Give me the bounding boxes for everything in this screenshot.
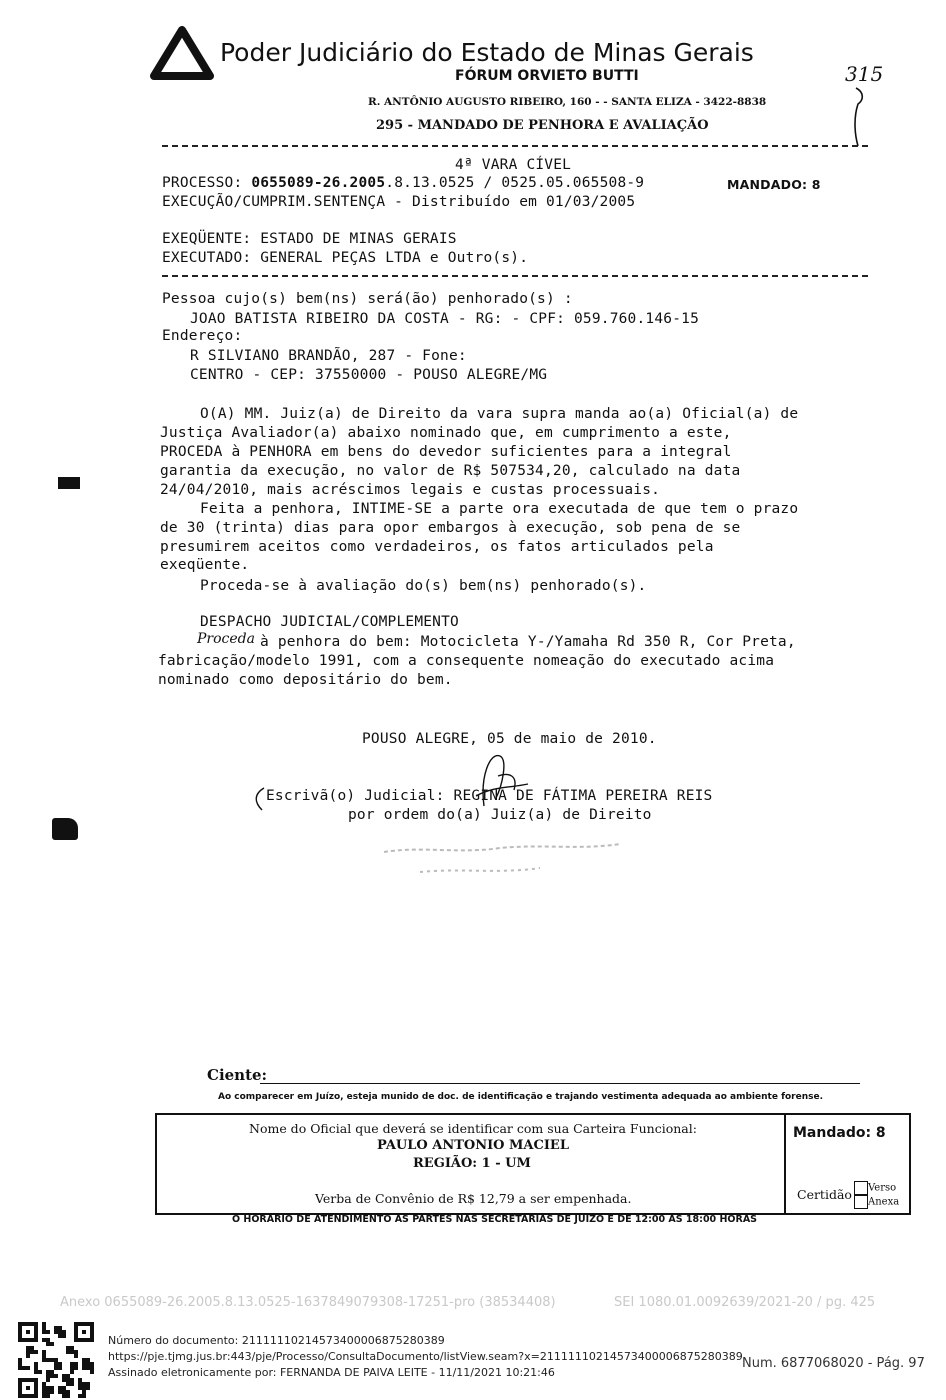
horario-notice: O HORÁRIO DE ATENDIMENTO ÀS PARTES NAS SECRETARIAS DE JUÍZO É DE 12:00 ÀS 18:00 HORAS [232,1214,758,1225]
mandado-label: MANDADO: 8 [727,177,821,192]
box-mandado: Mandado: 8 [793,1125,886,1141]
despacho-line: à penhora do bem: Motocicleta Y-/Yamaha Rd 350 R, Cor Preta, [260,634,796,650]
processo-label: PROCESSO: [162,175,243,191]
handwritten-page-number: 315 [845,62,884,86]
despacho-handwritten: Proceda [197,631,255,647]
qr-code-icon [18,1322,94,1398]
escriva-line: Escrivã(o) Judicial: REGINA DE FÁTIMA PEREIRA REIS [266,788,713,804]
signed-by: Assinado eletronicamente por: FERNANDA DE PAIVA LEITE - 11/11/2021 10:21:46 [108,1366,555,1379]
processo-rest: .8.13.0525 / 0525.05.065508-9 [385,175,645,191]
handwritten-mark-icon [850,86,870,150]
verba-convenio: Verba de Convênio de R$ 12,79 a ser empenhada. [315,1191,632,1206]
officer-intro: Nome do Oficial que deverá se identificar com sua Carteira Funcional: [249,1121,697,1136]
exequente-line: EXEQÜENTE: ESTADO DE MINAS GERAIS [162,231,457,247]
despacho-line: fabricação/modelo 1991, com a consequente nomeação do executado acima [158,653,775,669]
executado-line: EXECUTADO: GENERAL PEÇAS LTDA e Outro(s). [162,250,529,266]
anexa-checkbox[interactable] [854,1195,868,1209]
anexa-option[interactable] [854,1195,899,1209]
anexo-footer: Anexo 0655089-26.2005.8.13.0525-1637849079308-17251-pro (38534408) [60,1295,556,1310]
verso-label: Verso [868,1182,897,1194]
address-label: Endereço: [162,328,243,344]
verso-checkbox[interactable] [854,1181,868,1195]
address-line-1: R SILVIANO BRANDÃO, 287 - Fone: [190,348,467,364]
ciente-signature-line [260,1083,860,1084]
body-line: 24/04/2010, mais acréscimos legais e custas processuais. [160,482,661,498]
body-line: garantia da execução, no valor de R$ 507534,20, calculado na data [160,463,741,479]
body-line: exeqüente. [160,557,250,573]
despacho-line: nominado como depositário do bem. [158,672,453,688]
despacho-title: DESPACHO JUDICIAL/COMPLEMENTO [200,614,459,630]
ciente-notice: Ao comparecer em Juízo, esteja munido de doc. de identificação e trajando vestimenta adequada ao ambiente forense. [218,1092,823,1102]
body-line: de 30 (trinta) dias para opor embargos à execução, sob pena de se [160,520,741,536]
body-line: Justiça Avaliador(a) abaixo nominado que, em cumprimento a este, [160,425,732,441]
processo-line [162,175,644,191]
judiciary-logo-icon [150,26,214,82]
body-line: O(A) MM. Juiz(a) de Direito da vara supra manda ao(a) Oficial(a) de [200,406,799,422]
place-date: POUSO ALEGRE, 05 de maio de 2010. [362,731,657,747]
faded-stamp-icon [380,832,630,882]
margin-mark-icon [52,818,78,840]
avaliacao-line: Proceda-se à avaliação do(s) bem(ns) penhorado(s). [200,578,647,594]
doc-url[interactable]: https://pje.tjmg.jus.br:443/pje/Processo/ConsultaDocumento/listView.seam?x=21111110214573400006875280389 [108,1350,743,1363]
por-ordem-line: por ordem do(a) Juiz(a) de Direito [348,807,652,823]
body-line: PROCEDA à PENHORA em bens do devedor suficientes para a integral [160,444,732,460]
officer-name: PAULO ANTONIO MACIEL [377,1138,569,1153]
margin-mark-icon [58,477,80,489]
vara: 4ª VARA CÍVEL [455,157,572,173]
officer-box [155,1113,911,1215]
forum-name: FÓRUM ORVIETO BUTTI [455,68,639,84]
body-line: presumirem aceitos como verdadeiros, os fatos articulados pela [160,539,714,555]
court-title: Poder Judiciário do Estado de Minas Gerais [220,38,754,67]
sei-footer: SEI 1080.01.0092639/2021-20 / pg. 425 [614,1295,876,1310]
box-divider [784,1115,786,1213]
execucao-line: EXECUÇÃO/CUMPRIM.SENTENÇA - Distribuído em 01/03/2005 [162,194,636,210]
divider [162,145,868,147]
address-line-2: CENTRO - CEP: 37550000 - POUSO ALEGRE/MG [190,367,548,383]
verso-option[interactable] [854,1181,896,1195]
body-line: Feita a penhora, INTIME-SE a parte ora executada de que tem o prazo [200,501,799,517]
court-address: R. ANTÔNIO AUGUSTO RIBEIRO, 160 - - SANTA ELIZA - 3422-8838 [368,96,767,108]
divider [162,275,868,277]
doc-number: Número do documento: 21111110214573400006875280389 [108,1334,445,1347]
person-name: JOAO BATISTA RIBEIRO DA COSTA - RG: - CPF: 059.760.146-15 [190,311,699,327]
processo-number: 0655089-26.2005 [251,175,386,191]
officer-regiao: REGIÃO: 1 - UM [413,1156,531,1171]
num-pag: Num. 6877068020 - Pág. 97 [742,1356,925,1371]
anexa-label: Anexa [868,1196,900,1208]
document-type: 295 - MANDADO DE PENHORA E AVALIAÇÃO [376,118,709,133]
certidao-label: Certidão [797,1187,852,1202]
ciente-label: Ciente: [207,1066,268,1084]
person-intro: Pessoa cujo(s) bem(ns) será(ão) penhorado(s) : [162,291,573,307]
